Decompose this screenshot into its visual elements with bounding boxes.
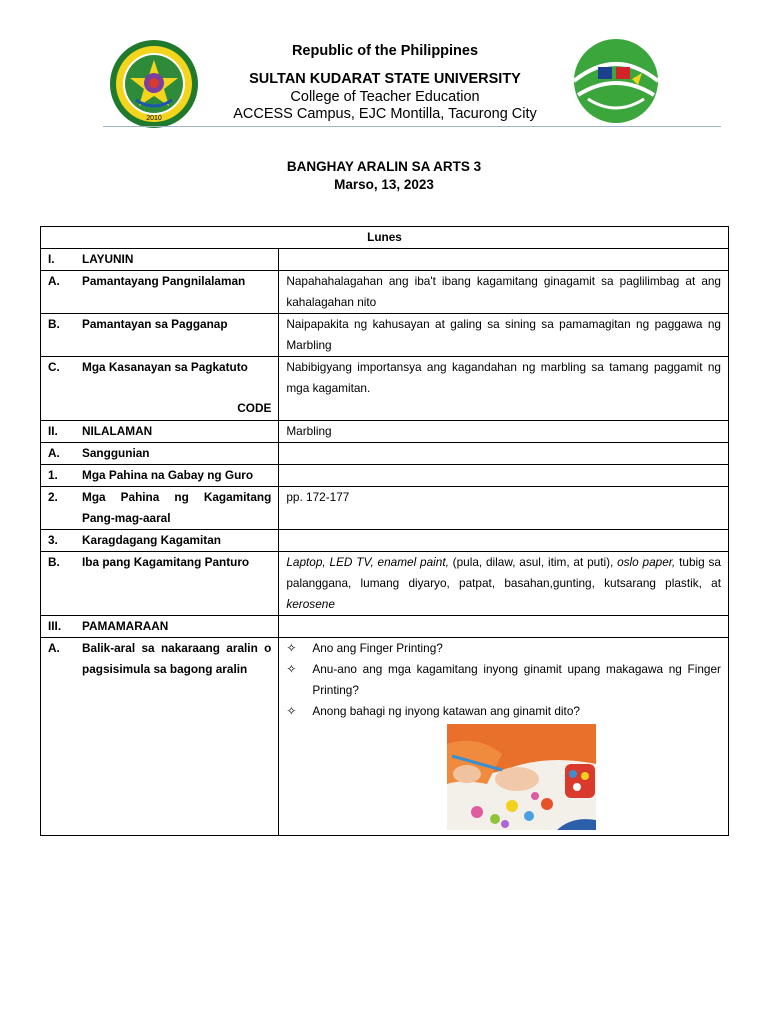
row-number: A. <box>48 446 60 460</box>
row-label: LAYUNIN <box>82 252 134 266</box>
row-number: B. <box>48 555 60 569</box>
table-row <box>41 227 729 249</box>
list-item: ✧ Ano ang Finger Printing? <box>286 638 721 659</box>
row-value: pp. 172-177 <box>279 487 729 530</box>
table-row <box>41 487 729 530</box>
materials-italic-1: Laptop, LED TV, enamel paint, <box>286 555 449 569</box>
college-logo <box>568 37 664 125</box>
materials-italic-3: kerosene <box>286 597 335 611</box>
row-number: C. <box>48 360 60 374</box>
materials-text-2: tubig sa palanggana, lumang diyaryo, patpat, basahan,gunting, kutsarang plastik, at <box>286 555 721 590</box>
table-row <box>41 443 729 465</box>
row-label: NILALAMAN <box>82 424 153 438</box>
row-value <box>279 552 729 616</box>
row-label: Pamantayan sa Pagganap <box>82 317 228 331</box>
diamond-bullet-icon: ✧ <box>286 662 297 676</box>
row-label: PAMAMARAAN <box>82 619 169 633</box>
list-item: ✧ Anong bahagi ng inyong katawan ang ginamit dito? <box>286 701 721 722</box>
code-label: CODE <box>237 401 272 415</box>
row-label: Balik-aral sa nakaraang aralin o pagsisimula sa bagong aralin <box>82 641 272 676</box>
row-number: III. <box>48 619 62 633</box>
row-label: Mga Pahina na Gabay ng Guro <box>82 468 254 482</box>
row-value: Nabibigyang importansya ang kagandahan ng marbling sa tamang paggamit ng mga kagamitan. <box>279 357 729 421</box>
row-number: II. <box>48 424 58 438</box>
row-number: B. <box>48 317 60 331</box>
table-row <box>41 357 729 421</box>
table-row <box>41 638 729 836</box>
materials-text-1: (pula, dilaw, asul, itim, at puti), <box>448 555 618 569</box>
document-title: BANGHAY ARALIN SA ARTS 3 <box>286 159 482 174</box>
row-label: Sanggunian <box>82 446 150 460</box>
table-row <box>41 465 729 487</box>
list-item: ✧ Anu-ano ang mga kagamitang inyong ginamit upang makagawa ng Finger Printing? <box>286 659 721 701</box>
row-number: A. <box>48 274 60 288</box>
row-value: Marbling <box>279 421 729 443</box>
row-value: Napahahalagahan ang iba't ibang kagamitang ginagamit sa paglilimbag at ang kahalagahan nito <box>279 271 729 314</box>
table-row <box>41 314 729 357</box>
table-row <box>41 616 729 638</box>
review-question-list <box>286 638 721 722</box>
university-name: SULTAN KUDARAT STATE UNIVERSITY <box>249 71 521 87</box>
table-row <box>41 271 729 314</box>
university-seal-logo <box>106 38 202 130</box>
document-header <box>0 0 768 130</box>
diamond-bullet-icon: ✧ <box>286 704 297 718</box>
table-row <box>41 249 729 271</box>
row-label: Iba pang Kagamitang Panturo <box>82 555 250 569</box>
row-label: Mga Kasanayan sa Pagkatuto <box>82 360 248 374</box>
document-date: Marso, 13, 2023 <box>334 177 434 192</box>
day-header: Lunes <box>41 227 729 249</box>
row-value: Naipapakita ng kahusayan at galing sa sining sa pamamagitan ng paggawa ng Marbling <box>279 314 729 357</box>
college-name: College of Teacher Education <box>290 89 480 105</box>
table-row <box>41 530 729 552</box>
header-divider <box>103 126 721 127</box>
diamond-bullet-icon: ✧ <box>286 641 297 655</box>
row-number: 2. <box>48 490 58 504</box>
row-value <box>279 638 729 836</box>
row-number: A. <box>48 641 60 655</box>
country-line: Republic of the Philippines <box>291 43 479 59</box>
table-row <box>41 421 729 443</box>
row-number: 1. <box>48 468 58 482</box>
table-row <box>41 552 729 616</box>
row-number: I. <box>48 252 55 266</box>
campus-address: ACCESS Campus, EJC Montilla, Tacurong City <box>233 106 537 122</box>
row-number: 3. <box>48 533 58 547</box>
row-label: Pamantayang Pangnilalaman <box>82 274 246 288</box>
row-label: Mga Pahina ng Kagamitang Pang-mag-aaral <box>82 490 272 525</box>
finger-printing-photo <box>447 724 596 830</box>
svg-text:2010: 2010 <box>146 115 162 122</box>
row-label: Karagdagang Kagamitan <box>82 533 221 547</box>
lesson-plan-table <box>40 226 729 836</box>
materials-italic-2: oslo paper, <box>617 555 676 569</box>
